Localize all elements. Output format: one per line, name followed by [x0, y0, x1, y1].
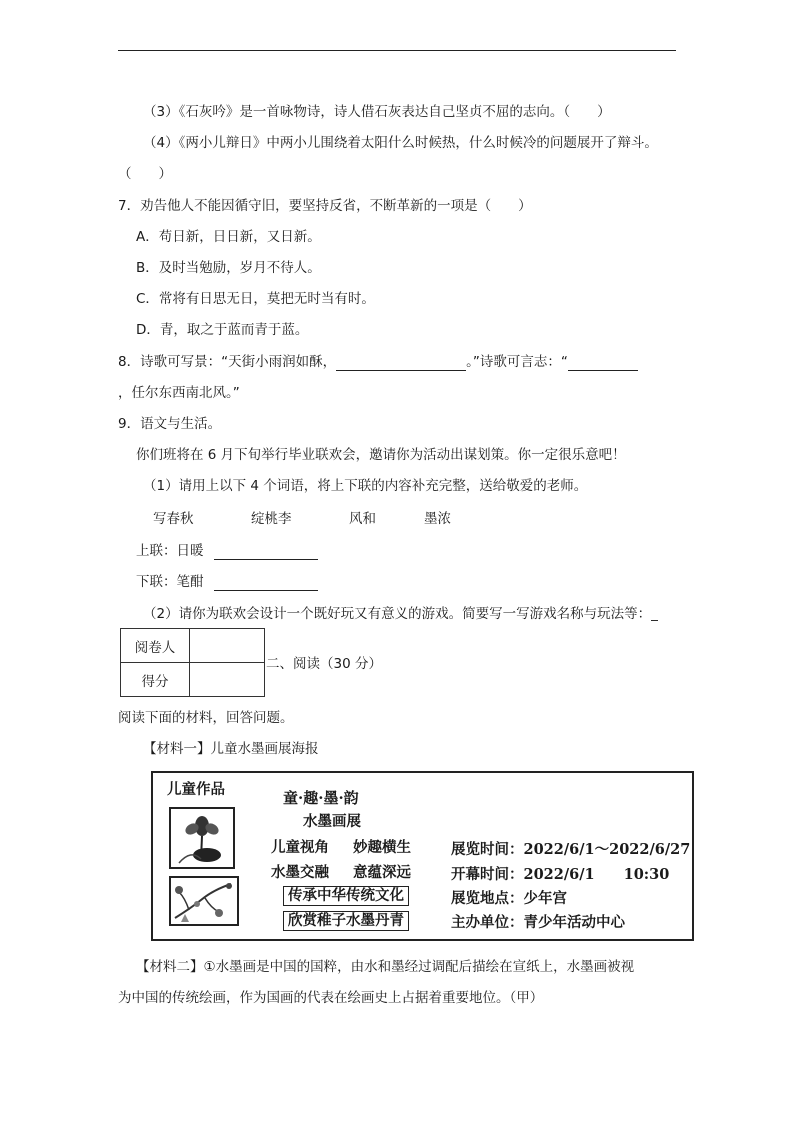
word-1: 写春秋 — [153, 511, 194, 527]
q9-intro: 你们班将在 6 月下旬举行毕业联欢会，邀请你为活动出谋划策。你一定很乐意吧！ — [136, 447, 626, 463]
lower-couplet-label: 下联：笔酣 — [136, 574, 204, 590]
poster-phrase-a1: 儿童视角 — [271, 839, 329, 856]
score-table — [120, 628, 265, 697]
score-cell[interactable] — [190, 663, 265, 697]
header-rule — [118, 50, 676, 51]
section-title: 二、阅读（30 分） — [266, 656, 382, 672]
word-4: 墨浓 — [424, 511, 451, 527]
reviewer-cell[interactable] — [190, 629, 265, 663]
poster-phrase-b2: 意蕴深远 — [353, 864, 411, 881]
lotus-icon — [171, 809, 233, 867]
q8-blank-1[interactable] — [336, 356, 466, 371]
poster-phrase-a2: 妙趣横生 — [353, 839, 411, 856]
q9-sub1: （1）请用上以下 4 个词语，将上下联的内容补充完整，送给敬爱的老师。 — [143, 478, 588, 494]
upper-couplet-label: 上联：日暖 — [136, 543, 204, 559]
q9-stem: 9．语文与生活。 — [118, 416, 222, 432]
item-4-paren: （ ） — [118, 166, 172, 182]
poster-slogan-2: 欣赏稚子水墨丹青 — [283, 911, 409, 931]
q7-option-c: C．常将有日思无日，莫把无时当有时。 — [136, 291, 375, 307]
poster-slogan-1: 传承中华传统文化 — [283, 886, 409, 906]
exhibition-poster — [151, 771, 694, 941]
lower-couplet-blank[interactable] — [214, 576, 318, 591]
q8-part1: 8．诗歌可写景：“天街小雨润如酥， — [118, 354, 337, 370]
flower-branch-painting — [169, 876, 239, 926]
poster-host: 主办单位：青少年活动中心 — [451, 914, 625, 931]
poster-period: 展览时间：2022/6/1～2022/6/27 — [451, 841, 691, 858]
upper-couplet — [136, 542, 318, 560]
q9-sub2-text: （2）请你为联欢会设计一个既好玩又有意义的游戏。简要写一写游戏名称与玩法等： — [143, 606, 652, 622]
poster-venue: 展览地点：少年宫 — [451, 890, 567, 907]
q8-part2: 。”诗歌可言志：“ — [466, 354, 568, 370]
reviewer-label: 阅卷人 — [121, 629, 190, 663]
q8-line1 — [118, 353, 638, 371]
word-2: 绽桃李 — [251, 511, 292, 527]
lower-couplet — [136, 573, 318, 591]
poster-opening: 开幕时间：2022/6/1 10:30 — [451, 866, 670, 883]
upper-couplet-blank[interactable] — [214, 545, 318, 560]
q8-line2: ，任尔东西南北风。” — [118, 385, 240, 401]
flower-branch-icon — [171, 878, 237, 924]
q8-blank-2[interactable] — [568, 356, 638, 371]
q9-sub2 — [143, 605, 658, 623]
word-3: 风和 — [349, 511, 376, 527]
q9-sub2-blank[interactable]: _ — [651, 606, 658, 622]
q7-option-a: A．苟日新，日日新，又日新。 — [136, 229, 321, 245]
q7-option-b: B．及时当勉励，岁月不待人。 — [136, 260, 321, 276]
poster-title: 童·趣·墨·韵 — [283, 789, 359, 807]
poster-subtitle: 水墨画展 — [303, 813, 361, 830]
q7-stem: 7．劝告他人不能因循守旧，要坚持反省，不断革新的一项是（ ） — [118, 198, 532, 214]
score-label: 得分 — [121, 663, 190, 697]
q7-option-d: D．青，取之于蓝而青于蓝。 — [136, 322, 309, 338]
material1-label: 【材料一】儿童水墨画展海报 — [143, 741, 319, 757]
material2-line1: 【材料二】①水墨画是中国的国粹，由水和墨经过调配后描绘在宣纸上，水墨画被视 — [136, 959, 635, 975]
poster-corner-text: 儿童作品 — [167, 781, 225, 798]
item-3: （3）《石灰吟》是一首咏物诗，诗人借石灰表达自己坚贞不屈的志向。（ ） — [143, 104, 611, 120]
material2-line2: 为中国的传统绘画，作为国画的代表在绘画史上占据着重要地位。（甲） — [118, 990, 544, 1006]
lotus-painting — [169, 807, 235, 869]
poster-phrase-b1: 水墨交融 — [271, 864, 329, 881]
item-4: （4）《两小儿辩日》中两小儿围绕着太阳什么时候热，什么时候冷的问题展开了辩斗。 — [143, 135, 658, 151]
section-instruction: 阅读下面的材料，回答问题。 — [118, 710, 294, 726]
